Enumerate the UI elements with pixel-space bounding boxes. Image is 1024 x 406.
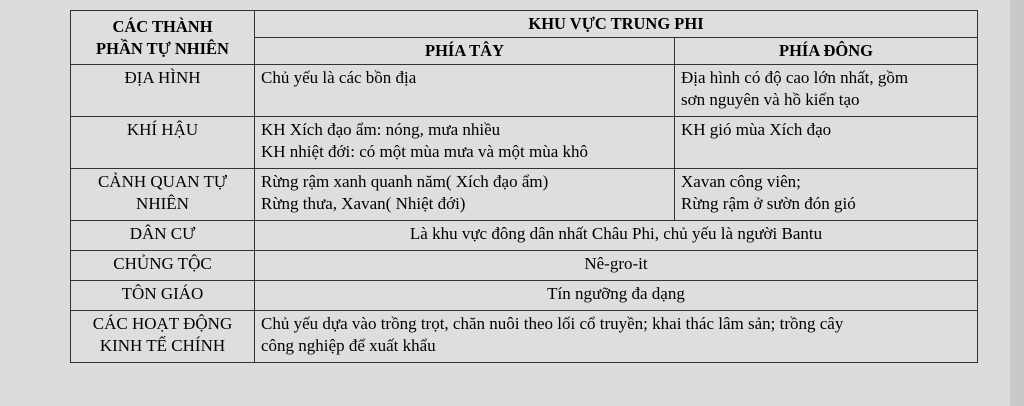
row-label xyxy=(71,169,255,221)
east-line: sơn nguyên và hồ kiến tạo xyxy=(681,90,860,109)
header-region: KHU VỰC TRUNG PHI xyxy=(255,11,978,38)
row-label-line: KHÍ HẬU xyxy=(126,120,199,139)
east-line: Xavan công viên; xyxy=(681,172,801,191)
table-row xyxy=(71,281,978,311)
merged-cell xyxy=(255,251,978,281)
east-cell xyxy=(675,65,978,117)
header-components xyxy=(71,11,255,65)
merged-line: Nê-gro-it xyxy=(584,254,648,273)
row-label xyxy=(71,221,255,251)
row-label xyxy=(71,251,255,281)
east-line: KH gió mùa Xích đạo xyxy=(681,120,832,139)
row-label-line: CẢNH QUAN TỰ xyxy=(97,172,228,191)
header-east: PHÍA ĐÔNG xyxy=(675,38,978,65)
row-label xyxy=(71,117,255,169)
west-line: Chủ yếu là các bồn địa xyxy=(261,68,417,87)
merged-cell xyxy=(255,281,978,311)
row-label-line: CÁC HOẠT ĐỘNG xyxy=(92,314,233,333)
row-label-line: ĐỊA HÌNH xyxy=(124,68,201,87)
table-row xyxy=(71,251,978,281)
west-cell xyxy=(255,117,675,169)
row-label xyxy=(71,311,255,363)
row-label-line: KINH TẾ CHÍNH xyxy=(99,336,226,355)
central-africa-table xyxy=(70,10,978,363)
row-label-line: NHIÊN xyxy=(136,194,189,213)
table-row xyxy=(71,221,978,251)
table-row xyxy=(71,65,978,117)
west-line: Rừng thưa, Xavan( Nhiệt đới) xyxy=(261,194,466,213)
header-components-line-1: CÁC THÀNH xyxy=(112,16,213,36)
slide-right-edge xyxy=(1010,0,1024,406)
row-label-line: DÂN CƯ xyxy=(129,224,196,243)
merged-line: Tín ngưỡng đa dạng xyxy=(547,284,685,303)
west-line: KH nhiệt đới: có một mùa mưa và một mùa khô xyxy=(261,142,588,161)
row-label-line: TÔN GIÁO xyxy=(121,284,204,303)
header-west: PHÍA TÂY xyxy=(255,38,675,65)
row-label-line: CHỦNG TỘC xyxy=(113,254,212,273)
east-line: Rừng rậm ở sườn đón gió xyxy=(681,194,856,213)
east-cell xyxy=(675,169,978,221)
row-label xyxy=(71,65,255,117)
west-line: KH Xích đạo ẩm: nóng, mưa nhiều xyxy=(261,120,501,139)
merged-cell xyxy=(255,221,978,251)
merged-line: Chủ yếu dựa vào trồng trọt, chăn nuôi theo lối cổ truyền; khai thác lâm sản; trồng cây xyxy=(261,314,844,333)
table-row xyxy=(71,311,978,363)
west-cell xyxy=(255,65,675,117)
row-label xyxy=(71,281,255,311)
east-line: Địa hình có độ cao lớn nhất, gồm xyxy=(681,68,909,87)
west-line: Rừng rậm xanh quanh năm( Xích đạo ẩm) xyxy=(261,172,549,191)
merged-line: Là khu vực đông dân nhất Châu Phi, chủ yếu là người Bantu xyxy=(409,224,823,243)
table-row xyxy=(71,169,978,221)
header-components-line-2: PHẦN TỰ NHIÊN xyxy=(96,38,229,58)
west-cell xyxy=(255,169,675,221)
east-cell xyxy=(675,117,978,169)
table-row xyxy=(71,117,978,169)
merged-line: công nghiệp để xuất khẩu xyxy=(261,336,436,355)
merged-cell xyxy=(255,311,978,363)
